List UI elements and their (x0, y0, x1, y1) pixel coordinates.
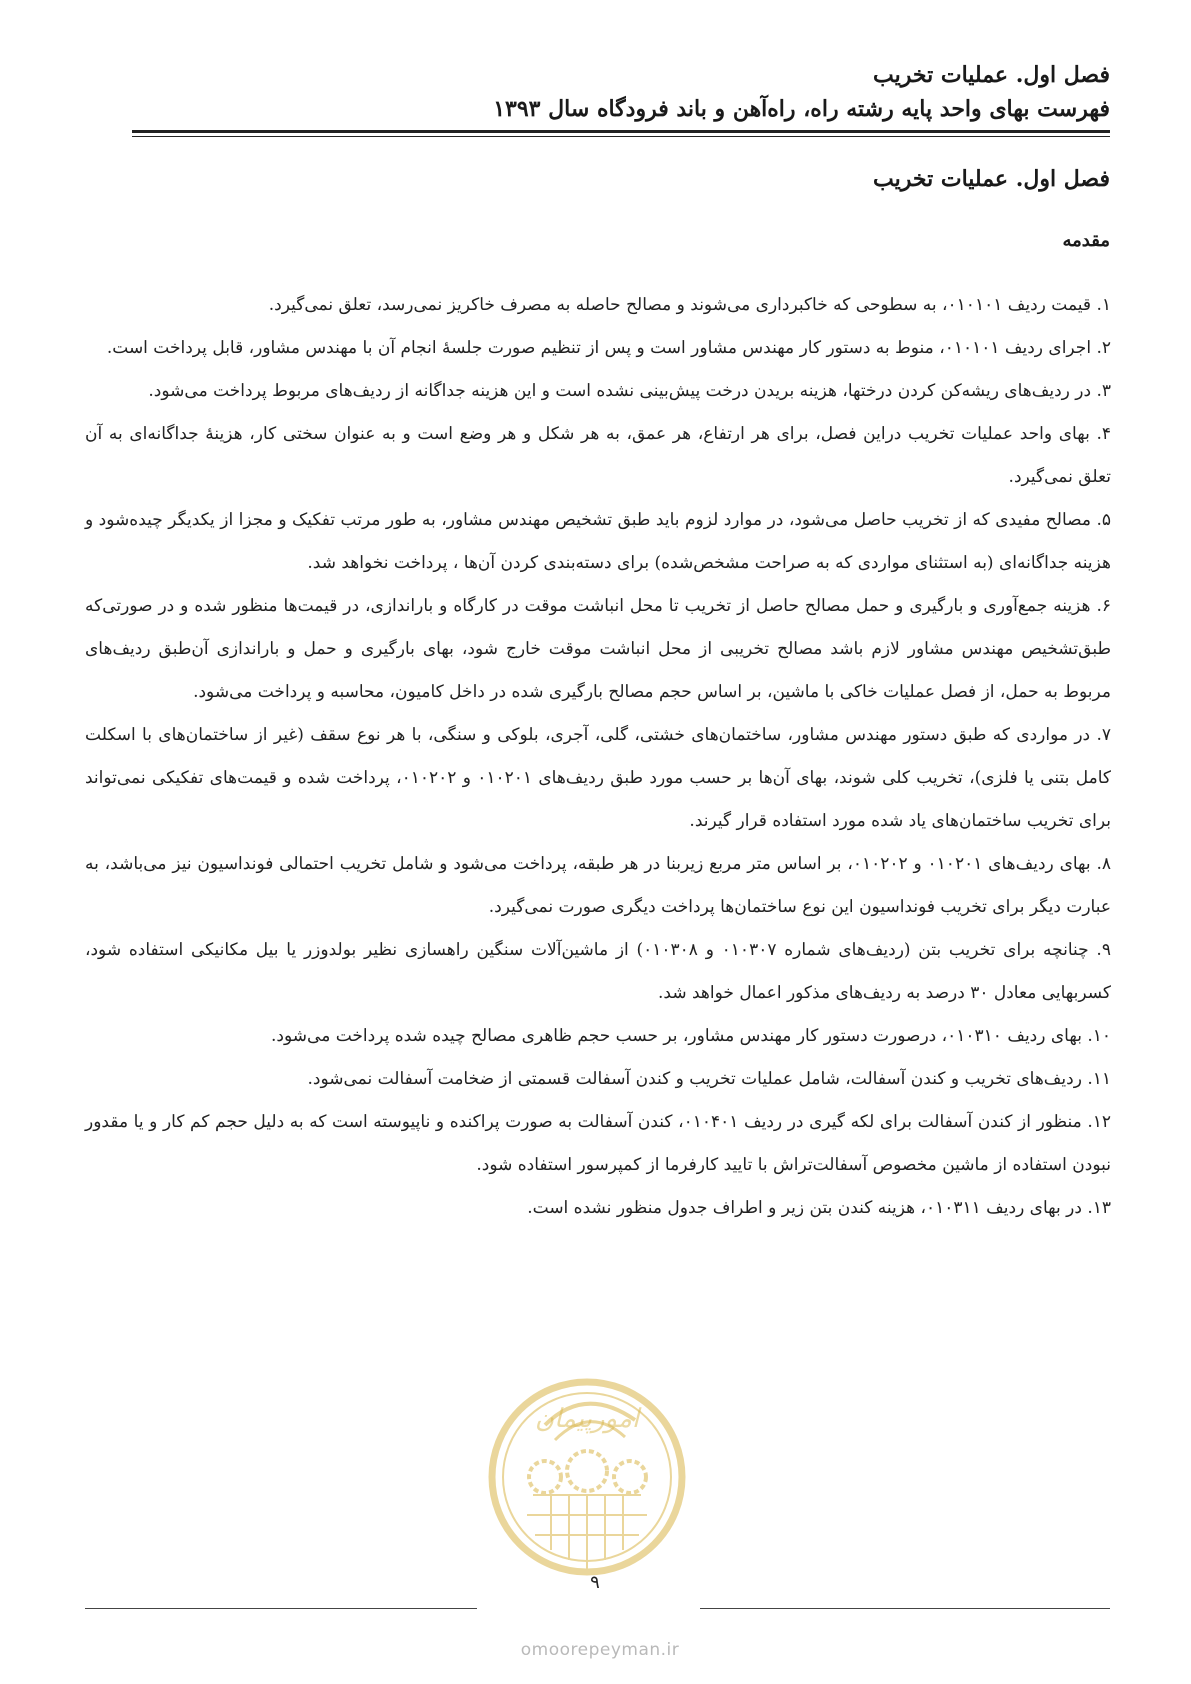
list-item: ۸. بهای ردیف‌های ۰۱۰۲۰۱ و ۰۱۰۲۰۲، بر اساس متر مربع زیربنا در هر طبقه، پرداخت می‌شود و شامل تخریب احتمالی فونداسیون نیز می‌باشد، به عبارت دیگر برای تخریب فونداسیون این نوع ساختمان‌ها پرداخت دیگری صورت نمی‌گیرد. (85, 854, 1111, 917)
list-item: ۱۱. ردیف‌های تخریب و کندن آسفالت، شامل عملیات تخریب و کندن آسفالت قسمتی از ضخامت آسفالت نمی‌شود. (307, 1069, 1111, 1089)
list-item: ۵. مصالح مفیدی که از تخریب حاصل می‌شود، در موارد لزوم باید طبق تشخیص مهندس مشاور، به طور مرتب تفکیک و مجزا از یکدیگر چیده‌شود و هزینه جداگانه‌ای (به استثنای مواردی که به صراحت مشخص‌شده) برای دسته‌بندی کردن آن‌ها ، پرداخت نخواهد شد. (85, 510, 1111, 573)
list-item: ۶. هزینه جمع‌آوری و بارگیری و حمل مصالح حاصل از تخریب تا محل انباشت موقت در کارگاه و باراندازی، در قیمت‌ها منظور شده و در صورتی‌که طبق‌تشخیص مهندس مشاور لازم باشد مصالح تخریبی از محل انباشت موقت خارج شود، بهای بارگیری و حمل و باراندازی آن‌طبق ردیف‌های مربوط به حمل، از فصل عملیات خاکی با ماشین، بر اساس حجم مصالح بارگیری شده در داخل کامیون، محاسبه و پرداخت می‌شود. (85, 596, 1111, 702)
list-item: ۴. بهای واحد عملیات تخریب دراین فصل، برای هر ارتفاع، هر عمق، به هر شکل و هر وضع است و به عنوان سختی کار، هزینهٔ جداگانه‌ای به آن تعلق نمی‌گیرد. (85, 424, 1111, 487)
stamp-logo-icon (485, 1365, 690, 1590)
intro-title: مقدمه (1062, 230, 1110, 251)
page-number: ۹ (590, 1572, 600, 1593)
watermark-text: omoorepeyman.ir (520, 1640, 680, 1660)
header-subtitle: فهرست بهای واحد پایه رشته راه، راه‌آهن و باند فرودگاه سال ۱۳۹۳ (493, 96, 1110, 122)
stamp-logo-text: امورپیمان (534, 1404, 640, 1434)
list-item: ۱۰. بهای ردیف ۰۱۰۳۱۰، درصورت دستور کار مهندس مشاور، بر حسب حجم ظاهری مصالح چیده شده پرداخت می‌شود. (271, 1026, 1111, 1046)
footer-rule-right (700, 1608, 1110, 1609)
list-item: ۱۲. منظور از کندن آسفالت برای لکه گیری در ردیف ۰۱۰۴۰۱، کندن آسفالت به صورت پراکنده و ناپیوسته است که به دلیل حجم کم کار و یا مقدور نبودن استفاده از ماشین مخصوص آسفالت‌تراش با تایید کارفرما از کمپرسور استفاده شود. (85, 1112, 1112, 1175)
list-item: ۲. اجرای ردیف ۰۱۰۱۰۱، منوط به دستور کار مهندس مشاور است و پس از تنظیم صورت جلسهٔ انجام آن با مهندس مشاور، قابل پرداخت است. (106, 338, 1111, 358)
header-chapter: فصل اول. عملیات تخریب (873, 62, 1110, 88)
list-item: ۳. در ردیف‌های ریشه‌کن کردن درختها، هزینه بریدن درخت پیش‌بینی نشده است و این هزینه جداگانه از ردیف‌های مربوط پرداخت می‌شود. (148, 381, 1111, 401)
footer-rule-left (85, 1608, 477, 1609)
items-list (85, 284, 1111, 1230)
list-item: ۱. قیمت ردیف ۰۱۰۱۰۱، به سطوحی که خاکبرداری می‌شوند و مصالح حاصله به مصرف خاکریز نمی‌رسد، تعلق نمی‌گیرد. (268, 295, 1111, 315)
header-rule-thin (132, 136, 1110, 137)
page-header (132, 58, 1110, 126)
list-item: ۱۳. در بهای ردیف ۰۱۰۳۱۱، هزینه کندن بتن زیر و اطراف جدول منظور نشده است. (527, 1198, 1111, 1218)
list-item: ۹. چنانچه برای تخریب بتن (ردیف‌های شماره ۰۱۰۳۰۷ و ۰۱۰۳۰۸) از ماشین‌آلات سنگین راهسازی نظیر بولدوزر یا بیل مکانیکی استفاده شود، کسربهایی معادل ۳۰ درصد به ردیف‌های مذکور اعمال خواهد شد. (85, 940, 1111, 1003)
chapter-title: فصل اول. عملیات تخریب (873, 166, 1110, 192)
list-item: ۷. در مواردی که طبق دستور مهندس مشاور، ساختمان‌های خشتی، گلی، آجری، بلوکی و سنگی، با هر نوع سقف (غیر از ساختمان‌های با اسکلت کامل بتنی یا فلزی)، تخریب کلی شوند، بهای آن‌ها بر حسب مورد طبق ردیف‌های ۰۱۰۲۰۱ و ۰۱۰۲۰۲، پرداخت شده و قیمت‌های تفکیکی نمی‌تواند برای تخریب ساختمان‌های یاد شده مورد استفاده قرار گیرند. (85, 725, 1111, 831)
header-rule-thick (132, 130, 1110, 133)
